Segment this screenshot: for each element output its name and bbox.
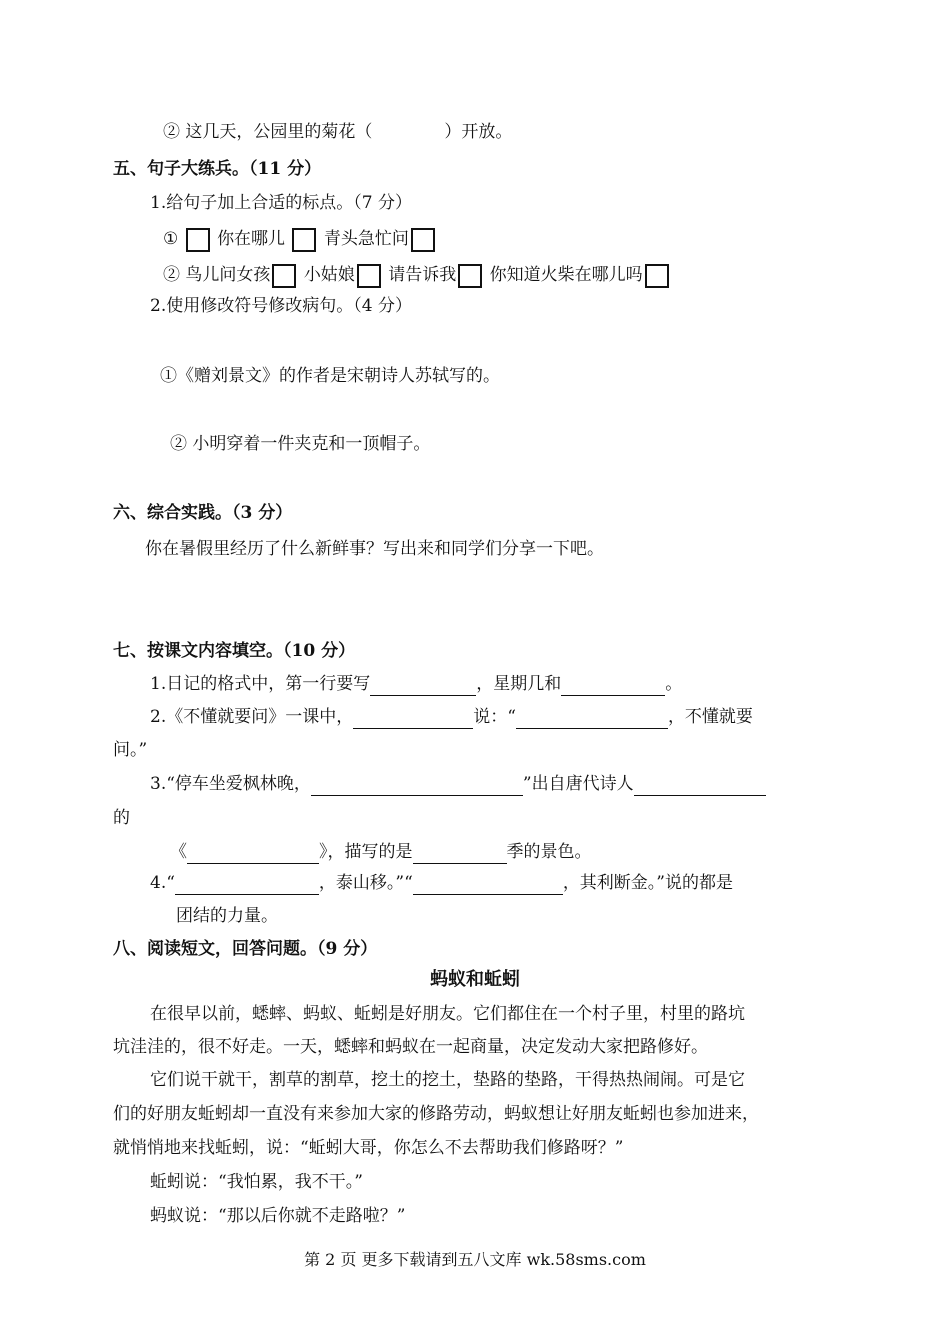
answer-blank[interactable] bbox=[634, 775, 766, 796]
fill-q1: 1.日记的格式中，第一行要写 ，星期几和 。 bbox=[150, 674, 683, 694]
fill-q4: 4.“ ，泰山移。”“ ，其利断金。”说的都是 bbox=[150, 873, 734, 893]
sick-sentence-2: ② 小明穿着一件夹克和一顶帽子。 bbox=[170, 434, 431, 454]
section-5-heading: 五、句子大练兵。（11 分） bbox=[113, 159, 322, 179]
s6-prompt: 你在暑假里经历了什么新鲜事？写出来和同学们分享一下吧。 bbox=[145, 539, 604, 559]
answer-blank[interactable] bbox=[561, 675, 665, 696]
punct-sentence-2: ② 鸟儿问女孩 小姑娘 请告诉我 你知道火柴在哪儿吗 bbox=[163, 263, 671, 288]
answer-blank[interactable] bbox=[370, 675, 476, 696]
q4-item-2: ② 这几天，公园里的菊花（ ）开放。 bbox=[163, 122, 513, 142]
answer-blank[interactable] bbox=[187, 843, 319, 864]
fill-q2-cont: 问。” bbox=[113, 740, 148, 760]
passage-p2-line2: 们的好朋友蚯蚓却一直没有来参加大家的修路劳动，蚂蚁想让好朋友蚯蚓也参加进来， bbox=[113, 1104, 759, 1124]
fill-q3-line3: 《 》，描写的是 季的景色。 bbox=[170, 842, 592, 862]
page-footer: 第 2 页 更多下载请到五八文库 wk.58sms.com bbox=[304, 1250, 646, 1269]
punct-box[interactable] bbox=[357, 264, 381, 288]
answer-blank[interactable] bbox=[413, 843, 507, 864]
s5-sub1: 1.给句子加上合适的标点。（7 分） bbox=[150, 193, 412, 213]
section-8-heading: 八、阅读短文，回答问题。（9 分） bbox=[113, 939, 378, 959]
answer-blank[interactable] bbox=[311, 775, 523, 796]
section-7-heading: 七、按课文内容填空。（10 分） bbox=[113, 641, 356, 661]
punct-box[interactable] bbox=[458, 264, 482, 288]
answer-blank[interactable] bbox=[175, 874, 319, 895]
fill-q4-cont: 团结的力量。 bbox=[176, 906, 278, 926]
passage-p4: 蚂蚁说：“那以后你就不走路啦？” bbox=[150, 1206, 406, 1226]
punct-box[interactable] bbox=[186, 228, 210, 252]
answer-blank[interactable] bbox=[372, 124, 444, 144]
passage-p2-line3: 就悄悄地来找蚯蚓，说：“蚯蚓大哥，你怎么不去帮助我们修路呀？” bbox=[113, 1138, 624, 1158]
punct-box[interactable] bbox=[272, 264, 296, 288]
sick-sentence-1: ①《赠刘景文》的作者是宋朝诗人苏轼写的。 bbox=[160, 366, 500, 386]
section-6-heading: 六、综合实践。（3 分） bbox=[113, 503, 293, 523]
punct-box[interactable] bbox=[645, 264, 669, 288]
passage-p2-line1: 它们说干就干，割草的割草，挖土的挖土，垫路的垫路，干得热热闹闹。可是它 bbox=[150, 1070, 745, 1090]
passage-title: 蚂蚁和蚯蚓 bbox=[430, 969, 520, 990]
punct-box[interactable] bbox=[292, 228, 316, 252]
fill-q3-cont: 的 bbox=[113, 808, 130, 828]
passage-p1-line1: 在很早以前，蟋蟀、蚂蚁、蚯蚓是好朋友。它们都住在一个村子里，村里的路坑 bbox=[150, 1004, 745, 1024]
fill-q2: 2.《不懂就要问》一课中， 说：“ ，不懂就要 bbox=[150, 707, 753, 727]
answer-blank[interactable] bbox=[516, 708, 668, 729]
passage-p1-line2: 坑洼洼的，很不好走。一天，蟋蟀和蚂蚁在一起商量，决定发动大家把路修好。 bbox=[113, 1037, 708, 1057]
punct-box[interactable] bbox=[411, 228, 435, 252]
fill-q3: 3.“停车坐爱枫林晚， ”出自唐代诗人 bbox=[150, 772, 766, 796]
punct-sentence-1: ① 你在哪儿 青头急忙问 bbox=[163, 227, 437, 252]
answer-blank[interactable] bbox=[413, 874, 563, 895]
answer-blank[interactable] bbox=[353, 708, 473, 729]
passage-p3: 蚯蚓说：“我怕累，我不干。” bbox=[150, 1172, 363, 1192]
s5-sub2: 2.使用修改符号修改病句。（4 分） bbox=[150, 296, 412, 316]
